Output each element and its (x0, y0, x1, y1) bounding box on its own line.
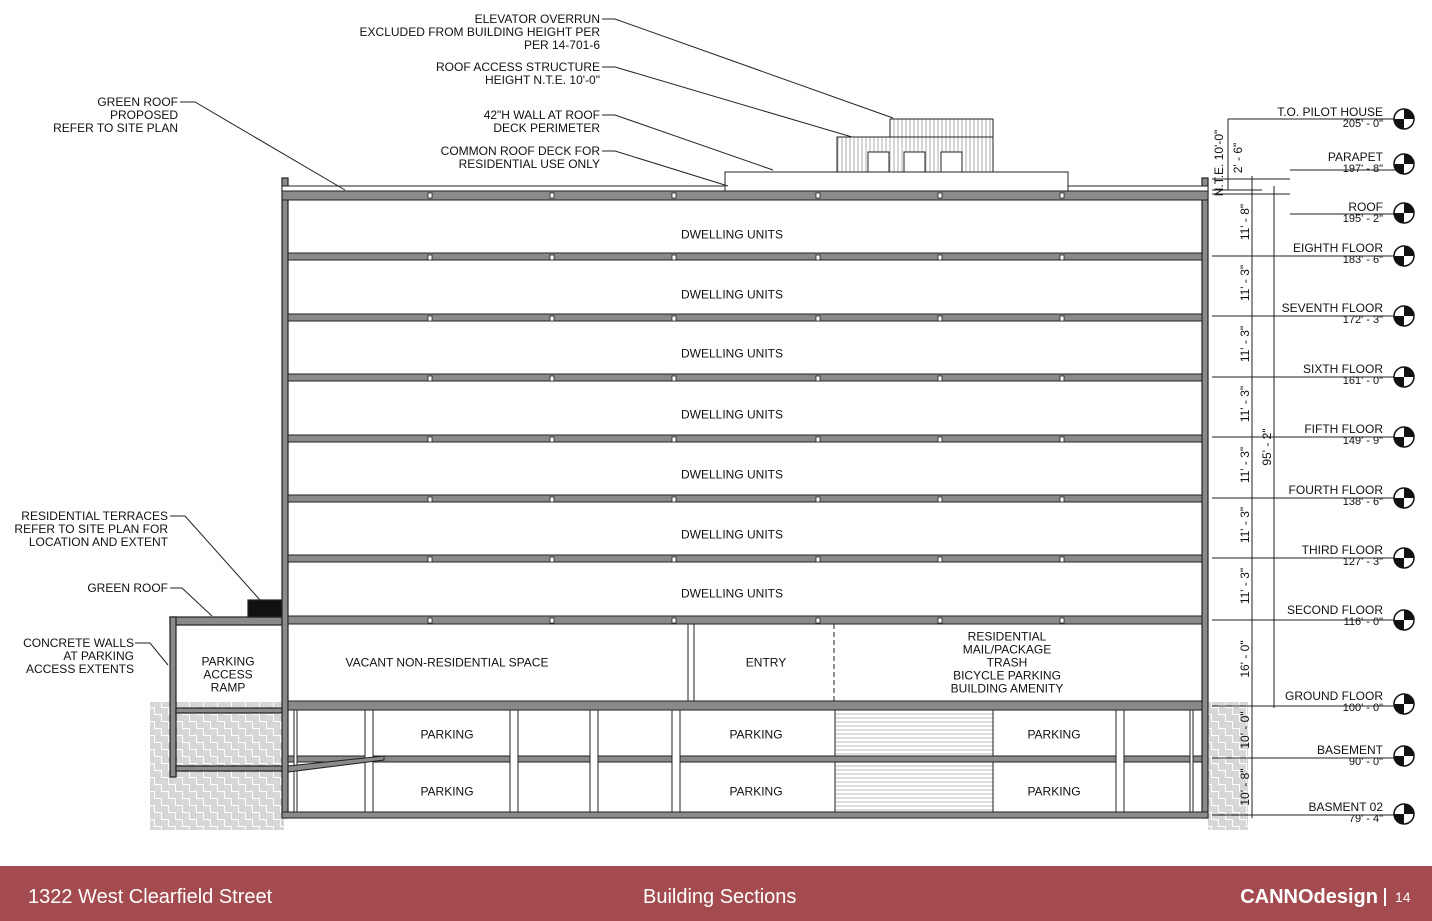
dim-floor-to-floor: 11' - 3" (1238, 506, 1252, 544)
level-elevation: 149' - 9" (1342, 435, 1383, 447)
room-line: MAIL/PACKAGE (962, 642, 1052, 657)
level-target-icon (1394, 367, 1414, 387)
level-name: ROOF (1348, 200, 1383, 214)
note-line: COMMON ROOF DECK FOR (440, 144, 600, 158)
level-target-icon (1394, 804, 1414, 824)
note-line: LOCATION AND EXTENT (28, 535, 168, 549)
level-target-icon (1394, 109, 1414, 129)
dim-floor-to-floor: 11' - 3" (1238, 446, 1252, 484)
level-elevation: 79' - 4" (1348, 813, 1383, 825)
dim-roof-to-eighth: 11' - 8" (1238, 203, 1252, 241)
level-elevation: 161' - 0" (1342, 375, 1383, 387)
note-line: PER 14-701-6 (523, 38, 600, 52)
room-label-entry: ENTRY (745, 655, 787, 670)
level-target-icon (1394, 306, 1414, 326)
note-line: EXCLUDED FROM BUILDING HEIGHT PER (359, 25, 600, 39)
dim-nte: N.T.E. 10'-0" (1212, 129, 1226, 197)
room-label-dwelling-3: DWELLING UNITS (680, 527, 784, 542)
elevator-overrun-note (360, 13, 600, 52)
roof-access-note (436, 61, 600, 87)
level-markers (1394, 109, 1414, 824)
level-elevation: 183' - 6" (1342, 254, 1383, 266)
dim-overall: 95' - 2" (1260, 428, 1274, 466)
footer-divider (1384, 888, 1386, 906)
note-line: REFER TO SITE PLAN FOR (14, 522, 168, 536)
dim-floor-to-floor: 11' - 3" (1238, 567, 1252, 605)
note-line: ROOF ACCESS STRUCTURE (435, 60, 600, 74)
page-number: 14 (1395, 889, 1411, 905)
room-label-dwelling-5: DWELLING UNITS (680, 407, 784, 422)
dim-ground-to-second: 16' - 0" (1238, 640, 1252, 678)
room-label-dwelling-4: DWELLING UNITS (680, 467, 784, 482)
level-target-icon (1394, 427, 1414, 447)
note-line: RESIDENTIAL USE ONLY (458, 157, 600, 171)
room-line: ACCESS (203, 667, 253, 682)
dim-floor-to-floor: 11' - 3" (1238, 264, 1252, 302)
level-elevation: 90' - 0" (1348, 756, 1383, 768)
level-name: SECOND FLOOR (1286, 603, 1383, 617)
floor-slabs (282, 191, 1208, 818)
level-target-icon (1394, 154, 1414, 174)
note-line: HEIGHT N.T.E. 10'-0" (484, 73, 600, 87)
room-label-parking: PARKING (729, 784, 783, 799)
level-target-icon (1394, 746, 1414, 766)
level-elevation: 172' - 3" (1342, 314, 1383, 326)
level-name: BASEMENT (1316, 743, 1383, 757)
dim-floor-to-floor: 11' - 3" (1238, 325, 1252, 363)
level-target-icon (1394, 488, 1414, 508)
note-line: DECK PERIMETER (493, 121, 600, 135)
level-target-icon (1394, 246, 1414, 266)
room-label-ramp (201, 656, 254, 695)
level-elevation: 100' - 0" (1342, 702, 1383, 714)
level-elevation: 205' - 0" (1342, 118, 1383, 130)
room-label-dwelling-8: DWELLING UNITS (680, 227, 784, 242)
level-elevation: 197' - 8" (1342, 163, 1383, 175)
room-line: TRASH (986, 655, 1028, 670)
dim-parapet: 2' - 6" (1231, 142, 1245, 174)
level-name: FOURTH FLOOR (1288, 483, 1383, 497)
roof-deck-note (441, 145, 600, 171)
footer-bar (0, 866, 1432, 921)
level-name: T.O. PILOT HOUSE (1277, 105, 1383, 119)
note-line: GREEN ROOF (87, 581, 168, 595)
room-line: BUILDING AMENITY (950, 681, 1064, 696)
room-line: RESIDENTIAL (967, 629, 1047, 644)
room-line: BICYCLE PARKING (953, 668, 1061, 683)
note-line: 42"H WALL AT ROOF (483, 108, 600, 122)
level-target-icon (1394, 203, 1414, 223)
room-label-vacant: VACANT NON-RESIDENTIAL SPACE (345, 655, 549, 670)
room-label-parking: PARKING (420, 727, 474, 742)
project-address: 1322 West Clearfield Street (28, 886, 273, 908)
room-line: RAMP (210, 680, 246, 695)
room-label-dwelling-2: DWELLING UNITS (680, 586, 784, 601)
dim-basement-to-ground: 10' - 0" (1238, 711, 1252, 749)
level-target-icon (1394, 694, 1414, 714)
room-label-parking: PARKING (1027, 784, 1081, 799)
level-name: GROUND FLOOR (1284, 689, 1383, 703)
roof-wall-note (484, 109, 600, 135)
room-label-dwelling-7: DWELLING UNITS (680, 287, 784, 302)
level-name: FIFTH FLOOR (1304, 422, 1383, 436)
concrete-walls-note (23, 637, 134, 676)
brand-logo: CANNOdesign (1240, 886, 1378, 908)
level-name: THIRD FLOOR (1301, 543, 1383, 557)
room-line: PARKING (201, 654, 255, 669)
level-name: SIXTH FLOOR (1302, 362, 1383, 376)
level-elevation: 138' - 6" (1342, 496, 1383, 508)
green-roof-top-note (53, 96, 178, 135)
room-label-parking: PARKING (1027, 727, 1081, 742)
room-label-parking: PARKING (729, 727, 783, 742)
note-line: RESIDENTIAL TERRACES (21, 509, 168, 523)
room-label-residential (951, 631, 1064, 696)
level-elevation: 127' - 3" (1342, 556, 1383, 568)
note-line: GREEN ROOF (97, 95, 178, 109)
room-label-parking: PARKING (420, 784, 474, 799)
level-name: EIGHTH FLOOR (1292, 241, 1383, 255)
note-line: REFER TO SITE PLAN (53, 121, 178, 135)
sheet-title: Building Sections (643, 886, 797, 908)
note-line: ACCESS EXTENTS (25, 662, 134, 676)
note-line: ELEVATOR OVERRUN (474, 12, 600, 26)
note-line: PROPOSED (109, 108, 178, 122)
room-label-dwelling-6: DWELLING UNITS (680, 346, 784, 361)
level-elevation: 116' - 0" (1343, 616, 1383, 628)
level-name: SEVENTH FLOOR (1281, 301, 1383, 315)
level-name: BASMENT 02 (1308, 800, 1383, 814)
level-target-icon (1394, 548, 1414, 568)
note-line: CONCRETE WALLS (23, 636, 134, 650)
terraces-note (14, 510, 168, 549)
roof-elements (282, 119, 1208, 191)
level-elevation: 195' - 2" (1342, 213, 1383, 225)
level-name: PARAPET (1327, 150, 1383, 164)
level-target-icon (1394, 610, 1414, 630)
dim-basement2-to-basement: 10' - 8" (1238, 768, 1252, 806)
dim-floor-to-floor: 11' - 3" (1238, 385, 1252, 423)
note-line: AT PARKING (63, 649, 134, 663)
green-roof-low-note (87, 582, 168, 595)
